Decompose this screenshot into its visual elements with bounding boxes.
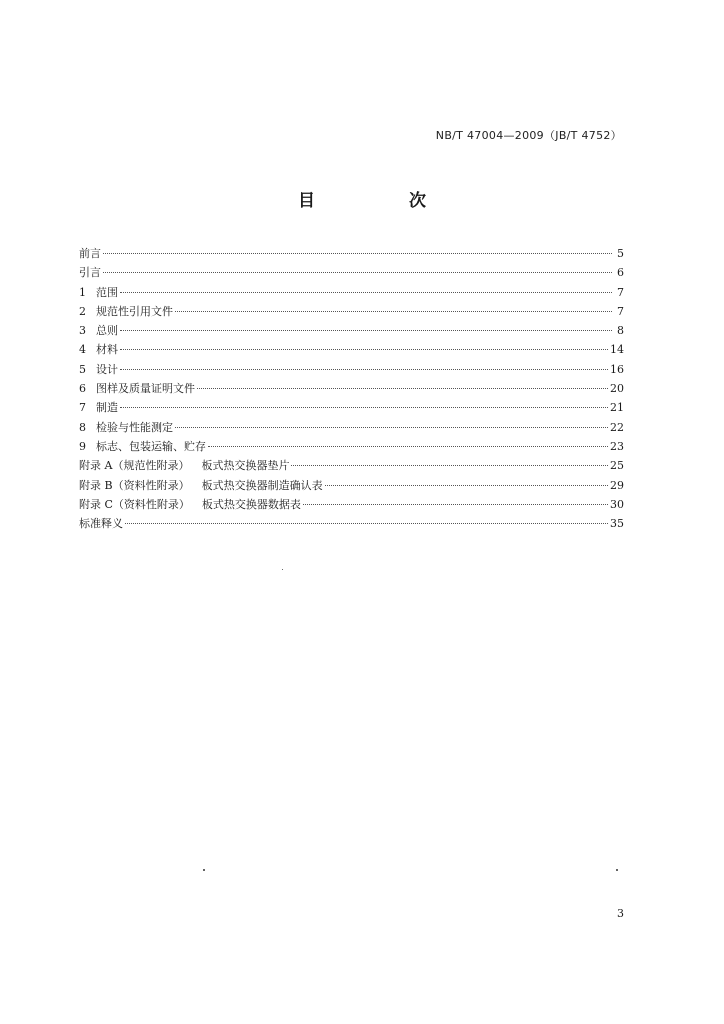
- toc-entry-page: 8: [617, 324, 624, 338]
- toc-entry-label: 材料: [96, 343, 118, 357]
- toc-entry[interactable]: [79, 514, 624, 533]
- dot-leader: [103, 252, 612, 254]
- toc-entry-label: 制造: [96, 401, 118, 415]
- toc-entry-label: 范围: [96, 285, 118, 299]
- toc-entry[interactable]: [79, 379, 624, 398]
- toc-entry-page: 20: [610, 382, 624, 396]
- toc-entry-number: 2: [79, 304, 86, 318]
- dot-leader: [175, 310, 612, 312]
- dot-leader: [120, 348, 608, 350]
- toc-entry-page: 23: [610, 439, 624, 453]
- toc-entry[interactable]: [79, 398, 624, 417]
- dot-leader: [120, 406, 608, 408]
- toc-entry-page: 30: [610, 497, 624, 511]
- toc-entry[interactable]: [79, 302, 624, 321]
- toc-entry-number: 6: [79, 382, 86, 396]
- toc-entry-number: 5: [79, 362, 86, 376]
- toc-entry-label: 前言: [79, 247, 101, 260]
- toc-entry-label: 图样及质量证明文件: [96, 382, 195, 396]
- toc-entry-page: 35: [610, 517, 624, 531]
- page-title: 目 次: [298, 191, 470, 211]
- toc-entry-number: 8: [79, 420, 86, 434]
- toc-entry-page: 22: [610, 420, 624, 434]
- toc-entry-number: 4: [79, 343, 86, 357]
- toc-entry-subtitle: 板式热交换器制造确认表: [201, 478, 323, 492]
- dot-leader: [103, 271, 612, 273]
- toc-entry-label: 规范性引用文件: [96, 304, 173, 318]
- toc-entry-page: 16: [610, 362, 624, 376]
- toc-entry-number: 1: [79, 285, 86, 299]
- toc-entry-label: 检验与性能测定: [96, 420, 173, 434]
- dot-leader: [125, 522, 608, 524]
- toc-entry-number: 9: [79, 439, 86, 453]
- toc-entry-page: 14: [610, 343, 624, 357]
- dot-leader: [120, 329, 612, 331]
- toc-entry-subtitle: 板式热交换器数据表: [201, 497, 301, 511]
- toc-entry[interactable]: [79, 418, 624, 437]
- toc-entry[interactable]: [79, 456, 624, 475]
- page-number: 3: [617, 907, 624, 920]
- toc-entry-label: 设计: [96, 362, 118, 376]
- dot-leader: [325, 484, 608, 486]
- toc-entry-page: 29: [610, 478, 624, 492]
- dot-leader: [120, 291, 612, 293]
- toc-entry[interactable]: [79, 263, 624, 282]
- toc-entry[interactable]: [79, 437, 624, 456]
- dot-leader: [291, 464, 608, 466]
- toc-entry[interactable]: [79, 476, 624, 495]
- dot-leader: [197, 387, 608, 389]
- toc-entry-page: 25: [610, 459, 624, 473]
- dot-leader: [303, 503, 608, 505]
- toc-entry-label: 引言: [79, 266, 101, 280]
- toc-entry-number: 3: [79, 324, 86, 338]
- dot-leader: [175, 426, 608, 428]
- toc-entry-page: 21: [610, 401, 624, 415]
- toc-entry-page: 6: [617, 266, 624, 280]
- table-of-contents: [79, 244, 624, 533]
- toc-entry[interactable]: [79, 283, 624, 302]
- toc-entry-page: 7: [617, 285, 624, 299]
- dot-leader: [120, 368, 608, 370]
- toc-entry-page: 5: [617, 247, 624, 260]
- toc-entry[interactable]: [79, 360, 624, 379]
- toc-entry[interactable]: [79, 340, 624, 359]
- toc-entry[interactable]: [79, 244, 624, 263]
- toc-entry-subtitle: 板式热交换器垫片: [201, 459, 290, 473]
- toc-entry[interactable]: [79, 495, 624, 514]
- toc-entry-label: 附录 A（规范性附录）: [79, 459, 190, 473]
- toc-entry-label: 标志、包装运输、贮存: [96, 439, 206, 453]
- toc-entry-page: 7: [617, 304, 624, 318]
- toc-entry-label: 标准释义: [79, 517, 123, 531]
- scan-speck: [203, 869, 205, 871]
- toc-entry-number: 7: [79, 401, 86, 415]
- toc-entry-label: 附录 C（资料性附录）: [79, 497, 190, 511]
- standard-code: NB/T 47004—2009（JB/T 4752）: [435, 129, 622, 142]
- dot-leader: [208, 445, 608, 447]
- toc-entry-label: 总则: [96, 324, 118, 338]
- toc-entry-label: 附录 B（资料性附录）: [79, 478, 190, 492]
- scan-speck: [616, 869, 618, 871]
- scan-speck: [282, 569, 283, 570]
- toc-entry[interactable]: [79, 321, 624, 340]
